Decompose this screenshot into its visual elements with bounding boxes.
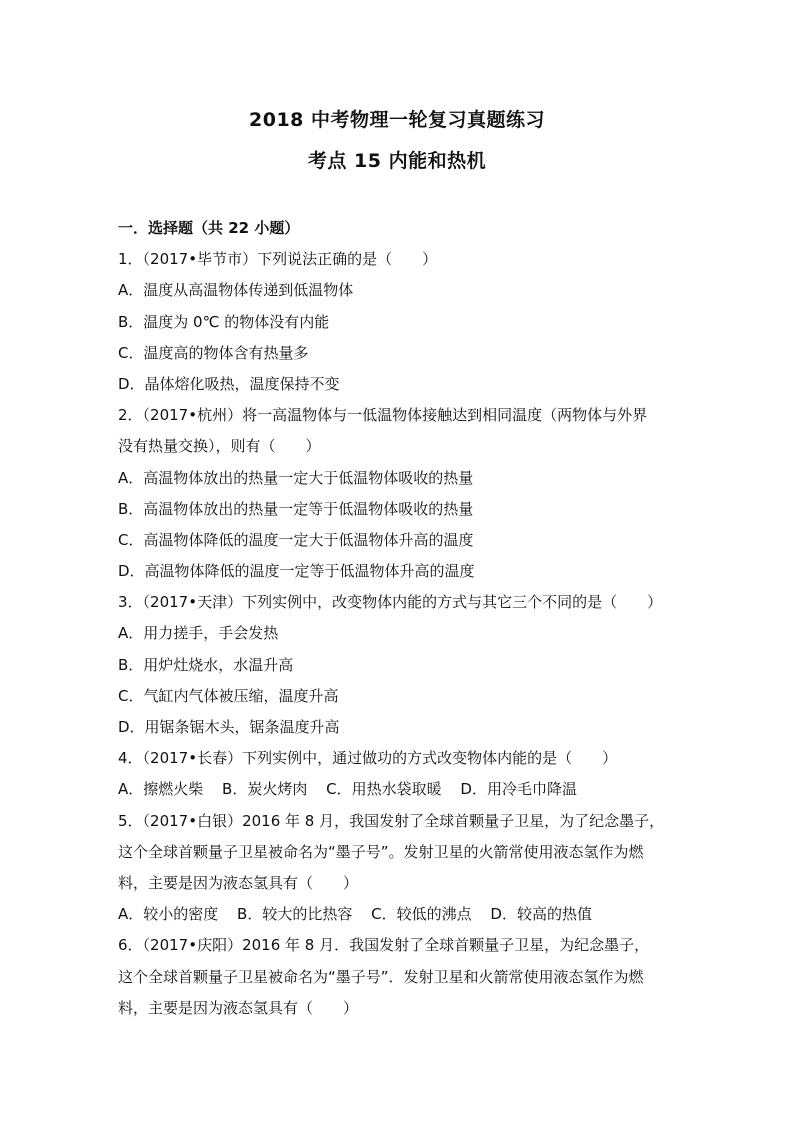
option-c: C．用热水袋取暖 <box>326 780 442 799</box>
option-c: C．气缸内气体被压缩，温度升高 <box>118 686 339 705</box>
question-1 <box>118 244 678 400</box>
section-heading: 一．选择题（共 22 小题） <box>118 219 300 237</box>
options-row <box>118 774 678 805</box>
option-d: D．高温物体降低的温度一定等于低温物体升高的温度 <box>118 562 475 581</box>
option-a: A．擦燃火柴 <box>118 780 204 799</box>
question-stem-continued: 没有热量交换），则有（ ） <box>118 437 321 456</box>
option-c: C．高温物体降低的温度一定大于低温物体升高的温度 <box>118 530 474 549</box>
question-stem-continued: 这个全球首颗量子卫星被命名为“墨子号”。发射卫星的火箭常使用液态氢作为燃 <box>118 842 644 861</box>
document-subtitle: 考点 15 内能和热机 <box>307 150 487 172</box>
option-a: A．用力搓手，手会发热 <box>118 624 279 643</box>
option-a: A．温度从高温物体传递到低温物体 <box>118 281 354 300</box>
option-b: B．温度为 0℃ 的物体没有内能 <box>118 312 330 331</box>
question-6 <box>118 930 678 1024</box>
question-stem: 1．（2017•毕节市）下列说法正确的是（ ） <box>118 250 438 269</box>
question-3 <box>118 587 678 743</box>
document-title: 2018 中考物理一轮复习真题练习 <box>249 109 545 131</box>
option-d: D．较高的热值 <box>490 905 592 924</box>
option-b: B．高温物体放出的热量一定等于低温物体吸收的热量 <box>118 499 474 518</box>
question-stem: 4．（2017•长春）下列实例中，通过做功的方式改变物体内能的是（ ） <box>118 749 618 768</box>
option-b: B．较大的比热容 <box>237 905 353 924</box>
option-b: B．用炉灶烧水，水温升高 <box>118 655 294 674</box>
question-stem: 3．（2017•天津）下列实例中，改变物体内能的方式与其它三个不同的是（ ） <box>118 593 663 612</box>
question-stem: 2．（2017•杭州）将一高温物体与一低温物体接触达到相同温度（两物体与外界 <box>118 406 648 425</box>
option-a: A．高温物体放出的热量一定大于低温物体吸收的热量 <box>118 468 474 487</box>
option-b: B．炭火烤肉 <box>222 780 308 799</box>
question-stem: 5．（2017•白银）2016 年 8 月，我国发射了全球首颗量子卫星，为了纪念墨子， <box>118 811 665 830</box>
question-stem-continued: 料，主要是因为液态氢具有（ ） <box>118 873 359 892</box>
option-a: A．较小的密度 <box>118 905 219 924</box>
option-d: D．晶体熔化吸热，温度保持不变 <box>118 374 340 393</box>
question-list <box>118 213 678 1024</box>
question-4 <box>118 743 678 805</box>
option-c: C．较低的沸点 <box>371 905 472 924</box>
question-stem-continued: 料，主要是因为液态氢具有（ ） <box>118 998 359 1017</box>
question-2 <box>118 400 678 587</box>
question-stem: 6．（2017•庆阳）2016 年 8 月．我国发射了全球首颗量子卫星，为纪念墨子， <box>118 936 650 955</box>
options-row <box>118 899 678 930</box>
option-d: D．用锯条锯木头，锯条温度升高 <box>118 718 340 736</box>
option-c: C．温度高的物体含有热量多 <box>118 343 309 362</box>
option-d: D．用冷毛巾降温 <box>460 780 577 799</box>
question-5 <box>118 806 678 931</box>
question-stem-continued: 这个全球首颗量子卫星被命名为“墨子号”．发射卫星和火箭常使用液态氢作为燃 <box>118 967 644 986</box>
